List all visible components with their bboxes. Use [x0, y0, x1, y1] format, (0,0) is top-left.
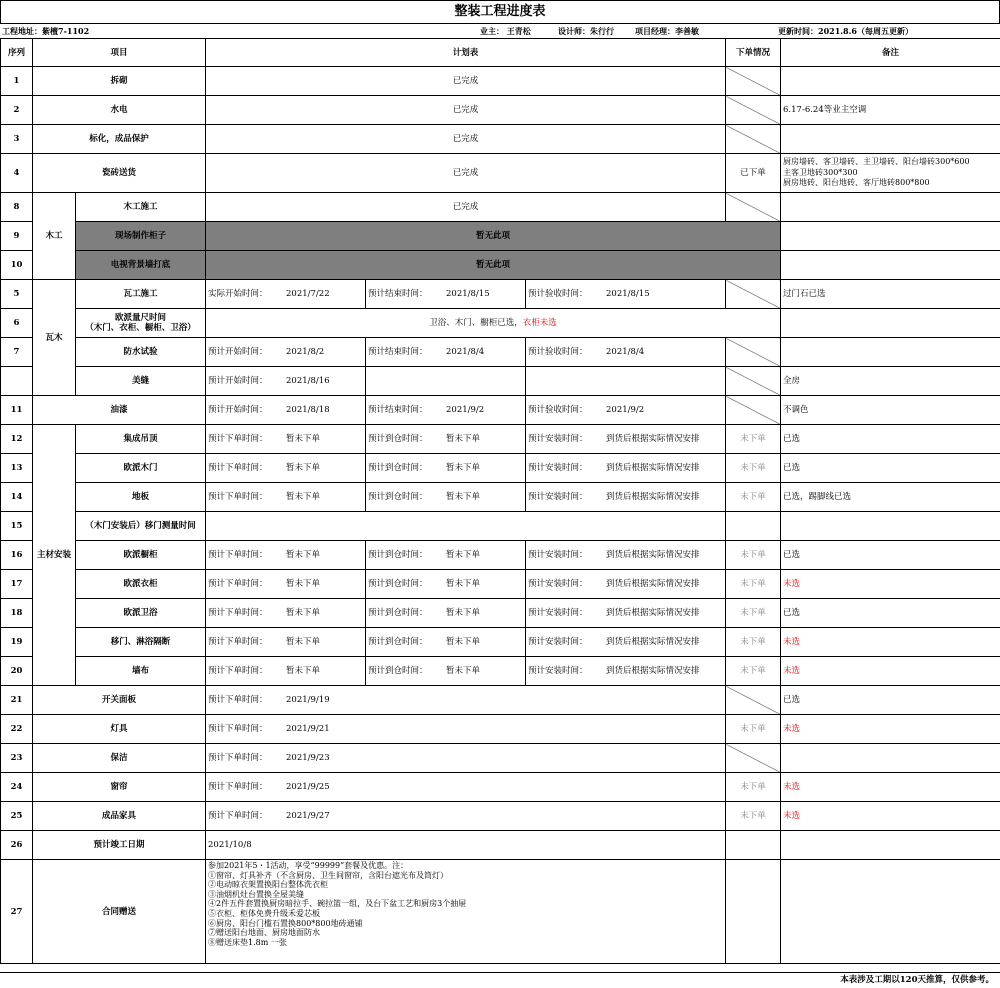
- row-item: 灯具: [33, 715, 206, 744]
- row-seq: 27: [1, 860, 33, 964]
- note-line: 厨房地砖、阳台地砖、客厅地砖800*800: [783, 178, 998, 189]
- table-row: [1, 309, 1000, 338]
- gift-line: ③油烟机灶台置换全屋美缝: [208, 890, 723, 900]
- row-plan: 已完成: [206, 154, 726, 193]
- row-note: 未选: [781, 715, 1000, 744]
- table-row: [1, 222, 1000, 251]
- row-seq: 13: [1, 454, 33, 483]
- gift-line: ⑤衣柜、柜体免费升级禾爱芯板: [208, 909, 723, 919]
- plan-cell: 实际开始时间： 2021/7/22: [206, 280, 366, 309]
- row-seq: [1, 367, 33, 396]
- plan-cell: 预计下单时间： 2021/9/25: [206, 773, 726, 802]
- order-status: 未下单: [726, 802, 781, 831]
- row-note: [781, 67, 1000, 96]
- designer-name: 设计师：朱行行: [558, 24, 614, 38]
- plan-cell: 预计到仓时间： 暂未下单: [366, 425, 526, 454]
- order-status: 未下单: [726, 628, 781, 657]
- plan-cell: 预计下单时间： 暂未下单: [206, 483, 366, 512]
- row-note: 已选，踢脚线已选: [781, 483, 1000, 512]
- row-seq: 25: [1, 802, 33, 831]
- header-item: 项目: [33, 39, 206, 67]
- row-item: 瓷砖送货: [33, 154, 206, 193]
- gift-line: ①窗帘、灯具补齐（不含厨房、卫生间窗帘，含阳台遮光布及筒灯）: [208, 871, 723, 881]
- note-line: 主客卫地砖300*300: [783, 168, 998, 179]
- row-note: 已选: [781, 686, 1000, 715]
- row-item: 预计竣工日期: [33, 831, 206, 860]
- row-seq: 4: [1, 154, 33, 193]
- row-seq: 3: [1, 125, 33, 154]
- row-note: [781, 831, 1000, 860]
- row-seq: 24: [1, 773, 33, 802]
- row-note: 已选: [781, 599, 1000, 628]
- row-note: [781, 125, 1000, 154]
- plan-cell: 预计到仓时间： 暂未下单: [366, 599, 526, 628]
- group-material: 主材安装: [33, 425, 76, 686]
- row-seq: 16: [1, 541, 33, 570]
- plan-cell: 预计到仓时间： 暂未下单: [366, 657, 526, 686]
- row-note: 全房: [781, 367, 1000, 396]
- gift-line: ⑧赠送床垫1.8m 一张: [208, 938, 723, 948]
- order-empty: [726, 280, 781, 309]
- row-note: 未选: [781, 802, 1000, 831]
- row-note: 未选: [781, 657, 1000, 686]
- plan-cell: 预计到仓时间： 暂未下单: [366, 541, 526, 570]
- table-row: [1, 686, 1000, 715]
- completion-date: 2021/10/8: [206, 831, 726, 860]
- contract-gifts: [206, 860, 726, 964]
- plan-cell: 预计下单时间： 2021/9/19: [206, 686, 726, 715]
- table-row: [1, 338, 1000, 367]
- header-seq: 序列: [1, 39, 33, 67]
- table-row: [1, 773, 1000, 802]
- row-note: [781, 251, 1000, 280]
- row-item: 成品家具: [33, 802, 206, 831]
- order-status: 未下单: [726, 657, 781, 686]
- row-plan: 已完成: [206, 67, 726, 96]
- row-seq: 5: [1, 280, 33, 309]
- row-seq: 12: [1, 425, 33, 454]
- plan-cell: 预计下单时间： 暂未下单: [206, 541, 366, 570]
- table-row: [1, 193, 1000, 222]
- table-row: [1, 744, 1000, 773]
- row-item: 瓦工施工: [76, 280, 206, 309]
- row-plan: [206, 512, 726, 541]
- row-seq: 10: [1, 251, 33, 280]
- row-item: 水电: [33, 96, 206, 125]
- row-seq: 14: [1, 483, 33, 512]
- plan-cell: 预计下单时间： 2021/9/21: [206, 715, 726, 744]
- row-seq: 7: [1, 338, 33, 367]
- row-item: 保洁: [33, 744, 206, 773]
- table-row: [1, 67, 1000, 96]
- plan-cell: 预计到仓时间： 暂未下单: [366, 483, 526, 512]
- row-note: [781, 860, 1000, 964]
- order-empty: [726, 367, 781, 396]
- plan-cell: 预计验收时间： 2021/9/2: [526, 396, 726, 425]
- table-row: [1, 454, 1000, 483]
- order-status: 已下单: [726, 154, 781, 193]
- plan-cell: 预计安装时间： 到货后根据实际情况安排: [526, 657, 726, 686]
- row-note: 6.17-6.24等业主空调: [781, 96, 1000, 125]
- row-item: 电视背景墙打底: [76, 251, 206, 280]
- row-plan: 已完成: [206, 125, 726, 154]
- group-carpentry: 木工: [33, 193, 76, 280]
- row-item: 油漆: [33, 396, 206, 425]
- row-seq: 8: [1, 193, 33, 222]
- plan-cell: 预计下单时间： 2021/9/27: [206, 802, 726, 831]
- order-empty: [726, 193, 781, 222]
- plan-cell: 预计结束时间： 2021/9/2: [366, 396, 526, 425]
- plan-cell: 预计验收时间： 2021/8/15: [526, 280, 726, 309]
- plan-cell: 预计下单时间： 暂未下单: [206, 454, 366, 483]
- plan-cell: 预计下单时间： 暂未下单: [206, 425, 366, 454]
- plan-cell: 预计安装时间： 到货后根据实际情况安排: [526, 541, 726, 570]
- order-status: 未下单: [726, 483, 781, 512]
- row-item: 欧派卫浴: [76, 599, 206, 628]
- order-status: 未下单: [726, 570, 781, 599]
- plan-cell: 预计结束时间： 2021/8/4: [366, 338, 526, 367]
- row-seq: 11: [1, 396, 33, 425]
- row-seq: 1: [1, 67, 33, 96]
- project-address: 工程地址：紫檀7-1102: [2, 24, 89, 38]
- table-row: [1, 96, 1000, 125]
- plan-cell: 预计到仓时间： 暂未下单: [366, 570, 526, 599]
- order-empty: [726, 338, 781, 367]
- row-item: 欧派量尺时间 （木门、衣柜、橱柜、卫浴）: [76, 309, 206, 338]
- plan-cell: 预计开始时间： 2021/8/2: [206, 338, 366, 367]
- plan-cell: 预计安装时间： 到货后根据实际情况安排: [526, 425, 726, 454]
- row-seq: 15: [1, 512, 33, 541]
- order-status: [726, 512, 781, 541]
- row-note: 未选: [781, 628, 1000, 657]
- plan-cell: 预计到仓时间： 暂未下单: [366, 628, 526, 657]
- row-note: [781, 193, 1000, 222]
- row-item: 欧派衣柜: [76, 570, 206, 599]
- table-row: [1, 512, 1000, 541]
- row-note: 过门石已选: [781, 280, 1000, 309]
- row-note: [781, 338, 1000, 367]
- gift-line: ④2件五件套置换厨房暗拉手、碗拉篮一组，及台下盆工艺和厨房3个抽屉: [208, 899, 723, 909]
- row-seq: 18: [1, 599, 33, 628]
- order-status: 未下单: [726, 541, 781, 570]
- row-note: 已选: [781, 454, 1000, 483]
- row-item: 移门、淋浴隔断: [76, 628, 206, 657]
- plan-cell: 预计下单时间： 暂未下单: [206, 657, 366, 686]
- order-empty: [726, 744, 781, 773]
- plan-cell: 预计安装时间： 到货后根据实际情况安排: [526, 628, 726, 657]
- table-row: [1, 251, 1000, 280]
- row-item: 欧派木门: [76, 454, 206, 483]
- table-row: [1, 280, 1000, 309]
- row-item: 美缝: [76, 367, 206, 396]
- row-item: 墙布: [76, 657, 206, 686]
- row-seq: 22: [1, 715, 33, 744]
- header-plan: 计划表: [206, 39, 726, 67]
- row-note: 未选: [781, 570, 1000, 599]
- order-status: 未下单: [726, 454, 781, 483]
- table-row: [1, 628, 1000, 657]
- table-row: [1, 802, 1000, 831]
- plan-cell: 预计下单时间： 暂未下单: [206, 570, 366, 599]
- plan-cell: 预计结束时间： 2021/8/15: [366, 280, 526, 309]
- header-order: 下单情况: [726, 39, 781, 67]
- note-line: 厨房墙砖、客卫墙砖、主卫墙砖、阳台墙砖300*600: [783, 157, 998, 168]
- manager-name: 项目经理：李善敏: [635, 24, 699, 38]
- row-plan: 已完成: [206, 96, 726, 125]
- row-item: 现场制作柜子: [76, 222, 206, 251]
- row-item: 开关面板: [33, 686, 206, 715]
- gift-line: ⑦赠送阳台地面、厨房地面防水: [208, 928, 723, 938]
- row-item: 欧派橱柜: [76, 541, 206, 570]
- row-note: 已选: [781, 425, 1000, 454]
- plan-cell: 预计开始时间： 2021/8/16: [206, 367, 366, 396]
- table-row: [1, 570, 1000, 599]
- header-row: [1, 39, 1000, 67]
- row-item: （木门安装后）移门测量时间: [76, 512, 206, 541]
- project-info-bar: [0, 24, 1000, 38]
- order-empty: [726, 67, 781, 96]
- order-status: 未下单: [726, 715, 781, 744]
- row-note: [781, 309, 1000, 338]
- row-item: 合同赠送: [33, 860, 206, 964]
- plan-cell: 预计安装时间： 到货后根据实际情况安排: [526, 599, 726, 628]
- order-status: 未下单: [726, 773, 781, 802]
- plan-cell: 预计安装时间： 到货后根据实际情况安排: [526, 570, 726, 599]
- row-seq: 9: [1, 222, 33, 251]
- row-item: 标化，成品保护: [33, 125, 206, 154]
- row-seq: 21: [1, 686, 33, 715]
- order-status: 未下单: [726, 599, 781, 628]
- order-status: [726, 831, 781, 860]
- plan-cell: 预计验收时间： 2021/8/4: [526, 338, 726, 367]
- plan-cell: 预计下单时间： 暂未下单: [206, 599, 366, 628]
- update-time: 更新时间：2021.8.6（每周五更新）: [778, 24, 913, 38]
- table-row: [1, 860, 1000, 964]
- table-row: [1, 154, 1000, 193]
- header-note: 备注: [781, 39, 1000, 67]
- row-seq: 20: [1, 657, 33, 686]
- row-plan: 已完成: [206, 193, 726, 222]
- plan-cell: [366, 367, 526, 396]
- gift-line: ⑥厨房、阳台门槛石置换800*800地砖通铺: [208, 919, 723, 929]
- order-empty: [726, 686, 781, 715]
- sheet-title: 整装工程进度表: [0, 0, 1000, 24]
- order-empty: [726, 396, 781, 425]
- row-seq: 6: [1, 309, 33, 338]
- row-item: 拆砌: [33, 67, 206, 96]
- table-row: [1, 125, 1000, 154]
- row-plan: 暂无此项: [206, 222, 781, 251]
- table-row: [1, 367, 1000, 396]
- table-row: [1, 831, 1000, 860]
- table-row: [1, 657, 1000, 686]
- order-empty: [726, 96, 781, 125]
- footer-note: 本表涉及工期以120天推算，仅供参考。: [0, 972, 1000, 987]
- table-row: [1, 483, 1000, 512]
- table-row: [1, 715, 1000, 744]
- row-note: [781, 512, 1000, 541]
- row-seq: 17: [1, 570, 33, 599]
- row-item: 防水试验: [76, 338, 206, 367]
- group-tile: 瓦木: [33, 280, 76, 396]
- row-plan: 卫浴、木门、橱柜已选，衣柜未选: [206, 309, 781, 338]
- schedule-table: [0, 38, 1000, 964]
- gift-line: ②电动晾衣架置换阳台整体洗衣柜: [208, 880, 723, 890]
- order-status: [726, 860, 781, 964]
- row-item: 地板: [76, 483, 206, 512]
- table-row: [1, 425, 1000, 454]
- row-note: 不调色: [781, 396, 1000, 425]
- row-note: 未选: [781, 773, 1000, 802]
- plan-cell: 预计下单时间： 暂未下单: [206, 628, 366, 657]
- row-item: 集成吊顶: [76, 425, 206, 454]
- table-row: [1, 396, 1000, 425]
- plan-cell: 预计下单时间： 2021/9/23: [206, 744, 726, 773]
- plan-cell: 预计安装时间： 到货后根据实际情况安排: [526, 454, 726, 483]
- row-seq: 2: [1, 96, 33, 125]
- table-row: [1, 599, 1000, 628]
- gift-line: 参加2021年5・1活动，享受“99999”套餐及优惠。注：: [208, 861, 723, 871]
- row-item: 木工施工: [76, 193, 206, 222]
- plan-cell: [526, 367, 726, 396]
- plan-cell: 预计安装时间： 到货后根据实际情况安排: [526, 483, 726, 512]
- plan-cell: 预计开始时间： 2021/8/18: [206, 396, 366, 425]
- row-note: [781, 222, 1000, 251]
- row-seq: 26: [1, 831, 33, 860]
- order-status: 未下单: [726, 425, 781, 454]
- row-note: [781, 154, 1000, 193]
- row-plan: 暂无此项: [206, 251, 781, 280]
- row-item: 窗帘: [33, 773, 206, 802]
- owner-name: 业主： 王青松: [480, 24, 531, 38]
- order-empty: [726, 125, 781, 154]
- row-seq: 23: [1, 744, 33, 773]
- row-note: [781, 744, 1000, 773]
- row-seq: 19: [1, 628, 33, 657]
- row-note: 已选: [781, 541, 1000, 570]
- plan-cell: 预计到仓时间： 暂未下单: [366, 454, 526, 483]
- table-row: [1, 541, 1000, 570]
